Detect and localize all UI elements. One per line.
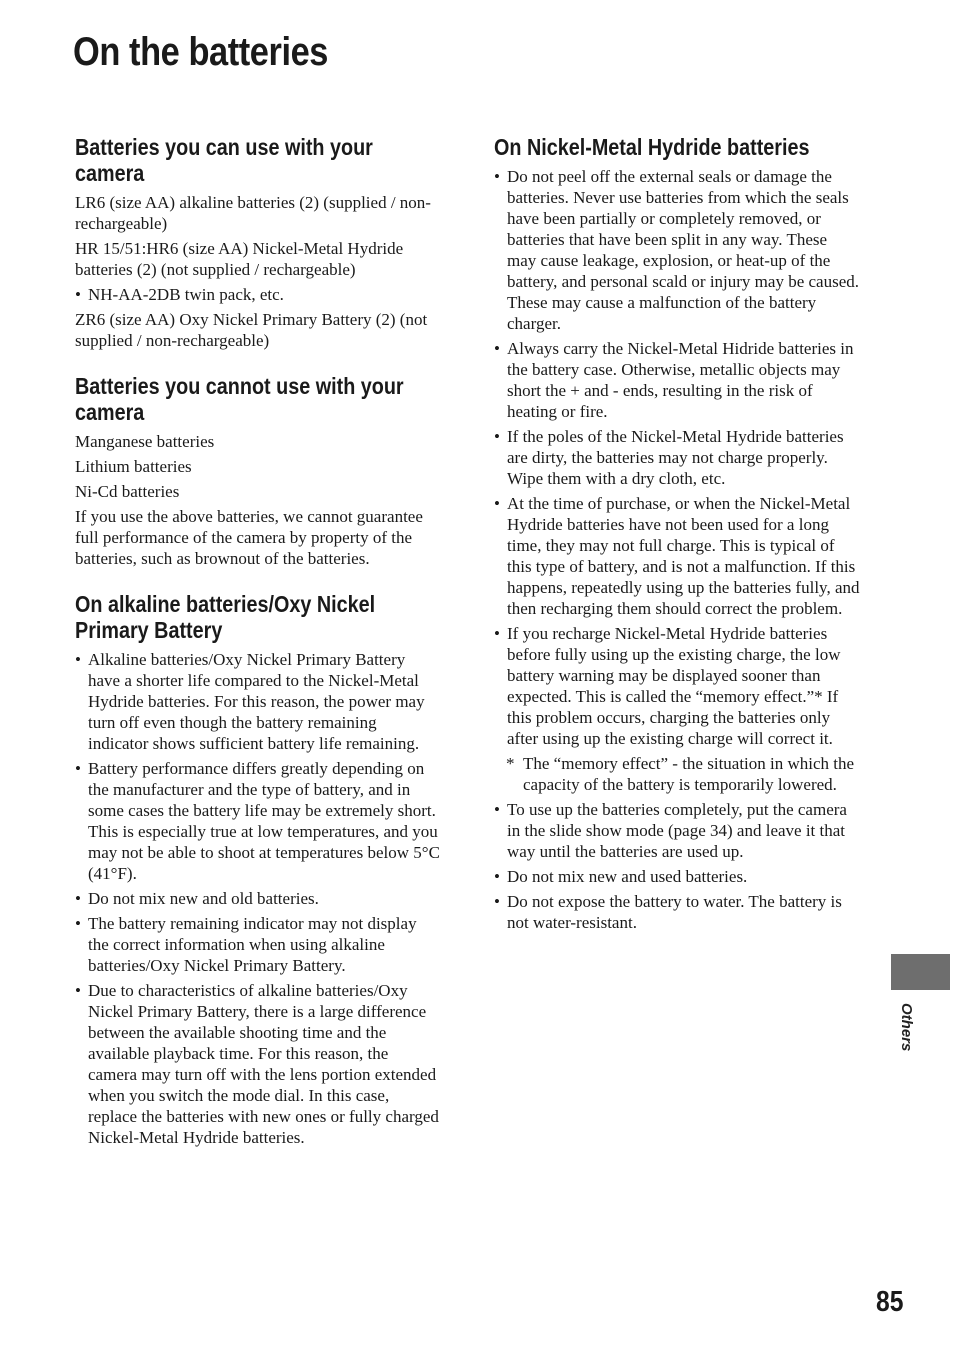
- bullet-item: • Alkaline batteries/Oxy Nickel Primary Battery have a shorter life compared to the Nickel-Metal Hydride batteries. For this reason, the power may turn off even though the battery remaining indicator shows sufficient battery life remaining.: [75, 649, 441, 754]
- footnote: [494, 753, 860, 795]
- left-column: [75, 134, 441, 1170]
- bullet-item: • If you recharge Nickel-Metal Hydride batteries before fully using up the existing charge, the low battery warning may be displayed sooner than expected. This is called the “memory effect.”* If this problem occurs, charging the batteries only after using up the existing charge will correct it.: [494, 623, 860, 749]
- bullet-item: • Do not mix new and old batteries.: [75, 888, 441, 909]
- bullet-list: [494, 799, 860, 933]
- paragraph: HR 15/51:HR6 (size AA) Nickel-Metal Hydride batteries (2) (not supplied / rechargeable): [75, 239, 404, 279]
- bullet-item: • Do not expose the battery to water. The battery is not water-resistant.: [494, 891, 860, 933]
- usable-batteries-section: [75, 134, 441, 351]
- chapter-tab-marker: [891, 954, 950, 990]
- paragraph: LR6 (size AA) alkaline batteries (2) (supplied / non-rechargeable): [75, 193, 431, 233]
- bullet-item: • The battery remaining indicator may not display the correct information when using alkaline batteries/Oxy Nickel Primary Battery.: [75, 913, 441, 976]
- right-column: [494, 134, 860, 955]
- nimh-batteries-section: [494, 134, 860, 933]
- section-heading: Batteries you can use with your camera: [75, 134, 373, 186]
- bullet-item: • To use up the batteries completely, put the camera in the slide show mode (page 34) and leave it that way until the batteries are used up.: [494, 799, 860, 862]
- bullet-item: • Do not mix new and used batteries.: [494, 866, 860, 887]
- alkaline-batteries-section: [75, 591, 441, 1148]
- section-heading: On alkaline batteries/Oxy Nickel Primary Battery: [75, 591, 376, 643]
- unusable-batteries-section: [75, 373, 441, 569]
- page-title: On the batteries: [73, 30, 329, 74]
- paragraph: Manganese batteries: [75, 432, 215, 451]
- bullet-item: • If the poles of the Nickel-Metal Hydride batteries are dirty, the batteries may not charge properly. Wipe them with a dry cloth, etc.: [494, 426, 860, 489]
- paragraph: ZR6 (size AA) Oxy Nickel Primary Battery (2) (not supplied / non-rechargeable): [75, 310, 428, 350]
- section-heading: On Nickel-Metal Hydride batteries: [494, 134, 810, 160]
- bullet-list: [494, 166, 860, 749]
- bullet-item: • NH-AA-2DB twin pack, etc.: [75, 284, 441, 305]
- bullet-item: • Always carry the Nickel-Metal Hidride batteries in the battery case. Otherwise, metallic objects may short the + and - ends, resulting in the risk of heating or fire.: [494, 338, 860, 422]
- chapter-label: Others: [898, 1003, 915, 1052]
- bullet-item: • At the time of purchase, or when the Nickel-Metal Hydride batteries have not been used for a long time, they may not full charge. This is typical of this type of battery, and is not a malfunction. If this happens, repeatedly using up the batteries fully, and then recharging them should correct the problem.: [494, 493, 860, 619]
- paragraph: Ni-Cd batteries: [75, 482, 180, 501]
- footnote-text: The “memory effect” - the situation in which the capacity of the battery is temporarily lowered.: [523, 754, 855, 794]
- paragraph: If you use the above batteries, we cannot guarantee full performance of the camera by property of the batteries, such as brownout of the batteries.: [75, 507, 423, 568]
- section-heading: Batteries you cannot use with your camera: [75, 373, 404, 425]
- footnote-mark: *: [506, 754, 515, 773]
- bullet-item: • Battery performance differs greatly depending on the manufacturer and the type of battery, and in some cases the battery life may be extremely short. This is especially true at low temperatures, and you may not be able to shoot at temperatures below 5°C (41°F).: [75, 758, 441, 884]
- page-number: 85: [876, 1286, 904, 1318]
- bullet-item: • Do not peel off the external seals or damage the batteries. Never use batteries from which the seals have been partially or completely removed, or batteries that have been split in any way. These may cause leakage, explosion, or heat-up of the battery, and personal scald or injury may be caused. These may cause a malfunction of the battery charger.: [494, 166, 860, 334]
- bullet-item: • Due to characteristics of alkaline batteries/Oxy Nickel Primary Battery, there is a large difference between the available shooting time and the available playback time. For this reason, the camera may turn off with the lens portion extended when you switch the mode dial. In this case, replace the batteries with new ones or fully charged Nickel-Metal Hydride batteries.: [75, 980, 441, 1148]
- bullet-list: [75, 649, 441, 1148]
- bullet-list: [75, 284, 441, 305]
- paragraph: Lithium batteries: [75, 457, 192, 476]
